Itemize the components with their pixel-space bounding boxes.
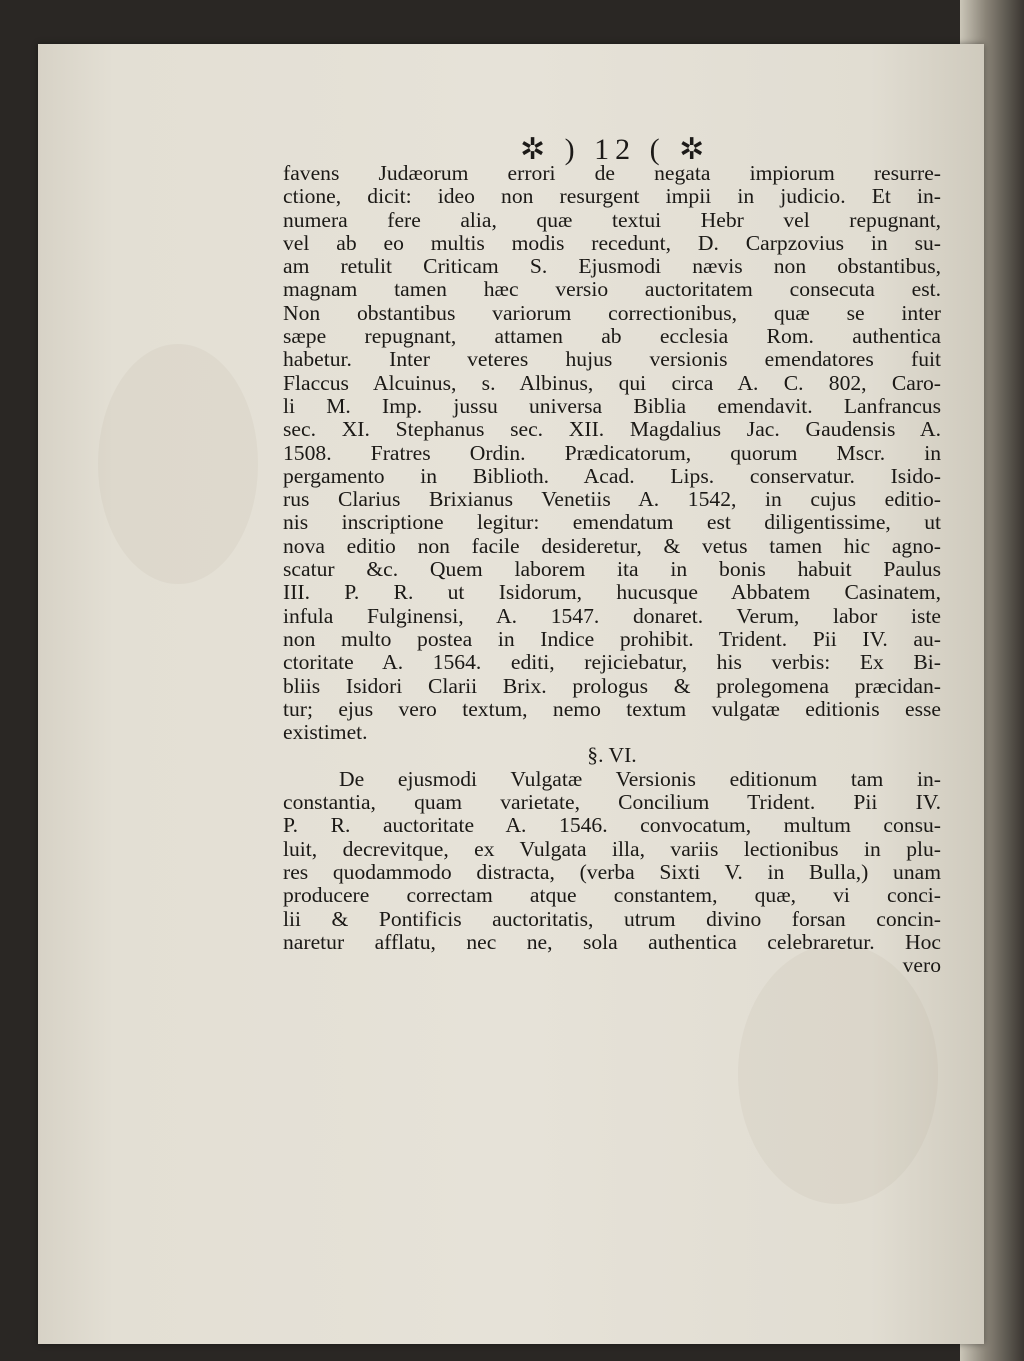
page-body	[283, 162, 941, 977]
text-line: favens Judæorum errori de negata impiorum resurre-	[283, 162, 941, 185]
text-line: P. R. auctoritate A. 1546. convocatum, multum consu-	[283, 814, 941, 838]
text-line: 1508. Fratres Ordin. Prædicatorum, quorum Mscr. in	[283, 441, 941, 465]
text-line: vel ab eo multis modis recedunt, D. Carpzovius in su-	[283, 231, 941, 255]
text-line: sec. XI. Stephanus sec. XII. Magdalius Jac. Gaudensis A.	[283, 418, 941, 442]
text-line: ctoritate A. 1564. editi, rejiciebatur, his verbis: Ex Bi-	[283, 651, 941, 675]
paper-stain	[98, 344, 258, 584]
text-line: am retulit Criticam S. Ejusmodi nævis non obstantibus,	[283, 255, 941, 279]
text-line: naretur afflatu, nec ne, sola authentica celebraretur. Hoc	[283, 930, 941, 954]
text-line: non multo postea in Indice prohibit. Trident. Pii IV. au-	[283, 627, 941, 651]
text-line: scatur &c. Quem laborem ita in bonis habuit Paulus	[283, 558, 941, 582]
text-line: sæpe repugnant, attamen ab ecclesia Rom. authentica	[283, 325, 941, 349]
text-line: bliis Isidori Clarii Brix. prologus & prolegomena præcidan-	[283, 674, 941, 698]
text-line: ctione, dicit: ideo non resurgent impii in judicio. Et in-	[283, 185, 941, 209]
text-line: tur; ejus vero textum, nemo textum vulgatæ editionis esse	[283, 697, 941, 721]
text-line: pergamento in Biblioth. Acad. Lips. conservatur. Isido-	[283, 464, 941, 488]
text-line: res quodammodo distracta, (verba Sixti V. in Bulla,) unam	[283, 860, 941, 884]
text-line: Flaccus Alcuinus, s. Albinus, qui circa A. C. 802, Caro-	[283, 371, 941, 395]
text-line: III. P. R. ut Isidorum, hucusque Abbatem Casinatem,	[283, 581, 941, 605]
catchword: vero	[902, 954, 941, 978]
text-line: producere correctam atque constantem, quæ, vi conci-	[283, 884, 941, 908]
section-heading: §. VI.	[587, 744, 637, 768]
paper-stain	[738, 944, 938, 1204]
text-line: existimet.	[283, 721, 368, 745]
page-header: ✲ ) 12 ( ✲	[520, 133, 711, 166]
text-line: numera fere alia, quæ textui Hebr vel repugnant,	[283, 208, 941, 232]
text-line: luit, decrevitque, ex Vulgata illa, variis lectionibus in plu-	[283, 837, 941, 861]
text-line: constantia, quam varietate, Concilium Trident. Pii IV.	[283, 791, 941, 815]
text-line: habetur. Inter veteres hujus versionis emendatores fuit	[283, 348, 941, 372]
text-line: Non obstantibus variorum correctionibus, quæ se inter	[283, 301, 941, 325]
text-line: rus Clarius Brixianus Venetiis A. 1542, in cujus editio-	[283, 488, 941, 512]
text-line: lii & Pontificis auctoritatis, utrum divino forsan concin-	[283, 907, 941, 931]
text-line: li M. Imp. jussu universa Biblia emendavit. Lanfrancus	[283, 394, 941, 418]
text-line: magnam tamen hæc versio auctoritatem consecuta est.	[283, 278, 941, 302]
text-line: De ejusmodi Vulgatæ Versionis editionum tam in-	[339, 767, 941, 791]
text-line: nis inscriptione legitur: emendatum est diligentissime, ut	[283, 511, 941, 535]
text-line: infula Fulginensi, A. 1547. donaret. Verum, labor iste	[283, 604, 941, 628]
text-line: nova editio non facile desideretur, & vetus tamen hic agno-	[283, 534, 941, 558]
